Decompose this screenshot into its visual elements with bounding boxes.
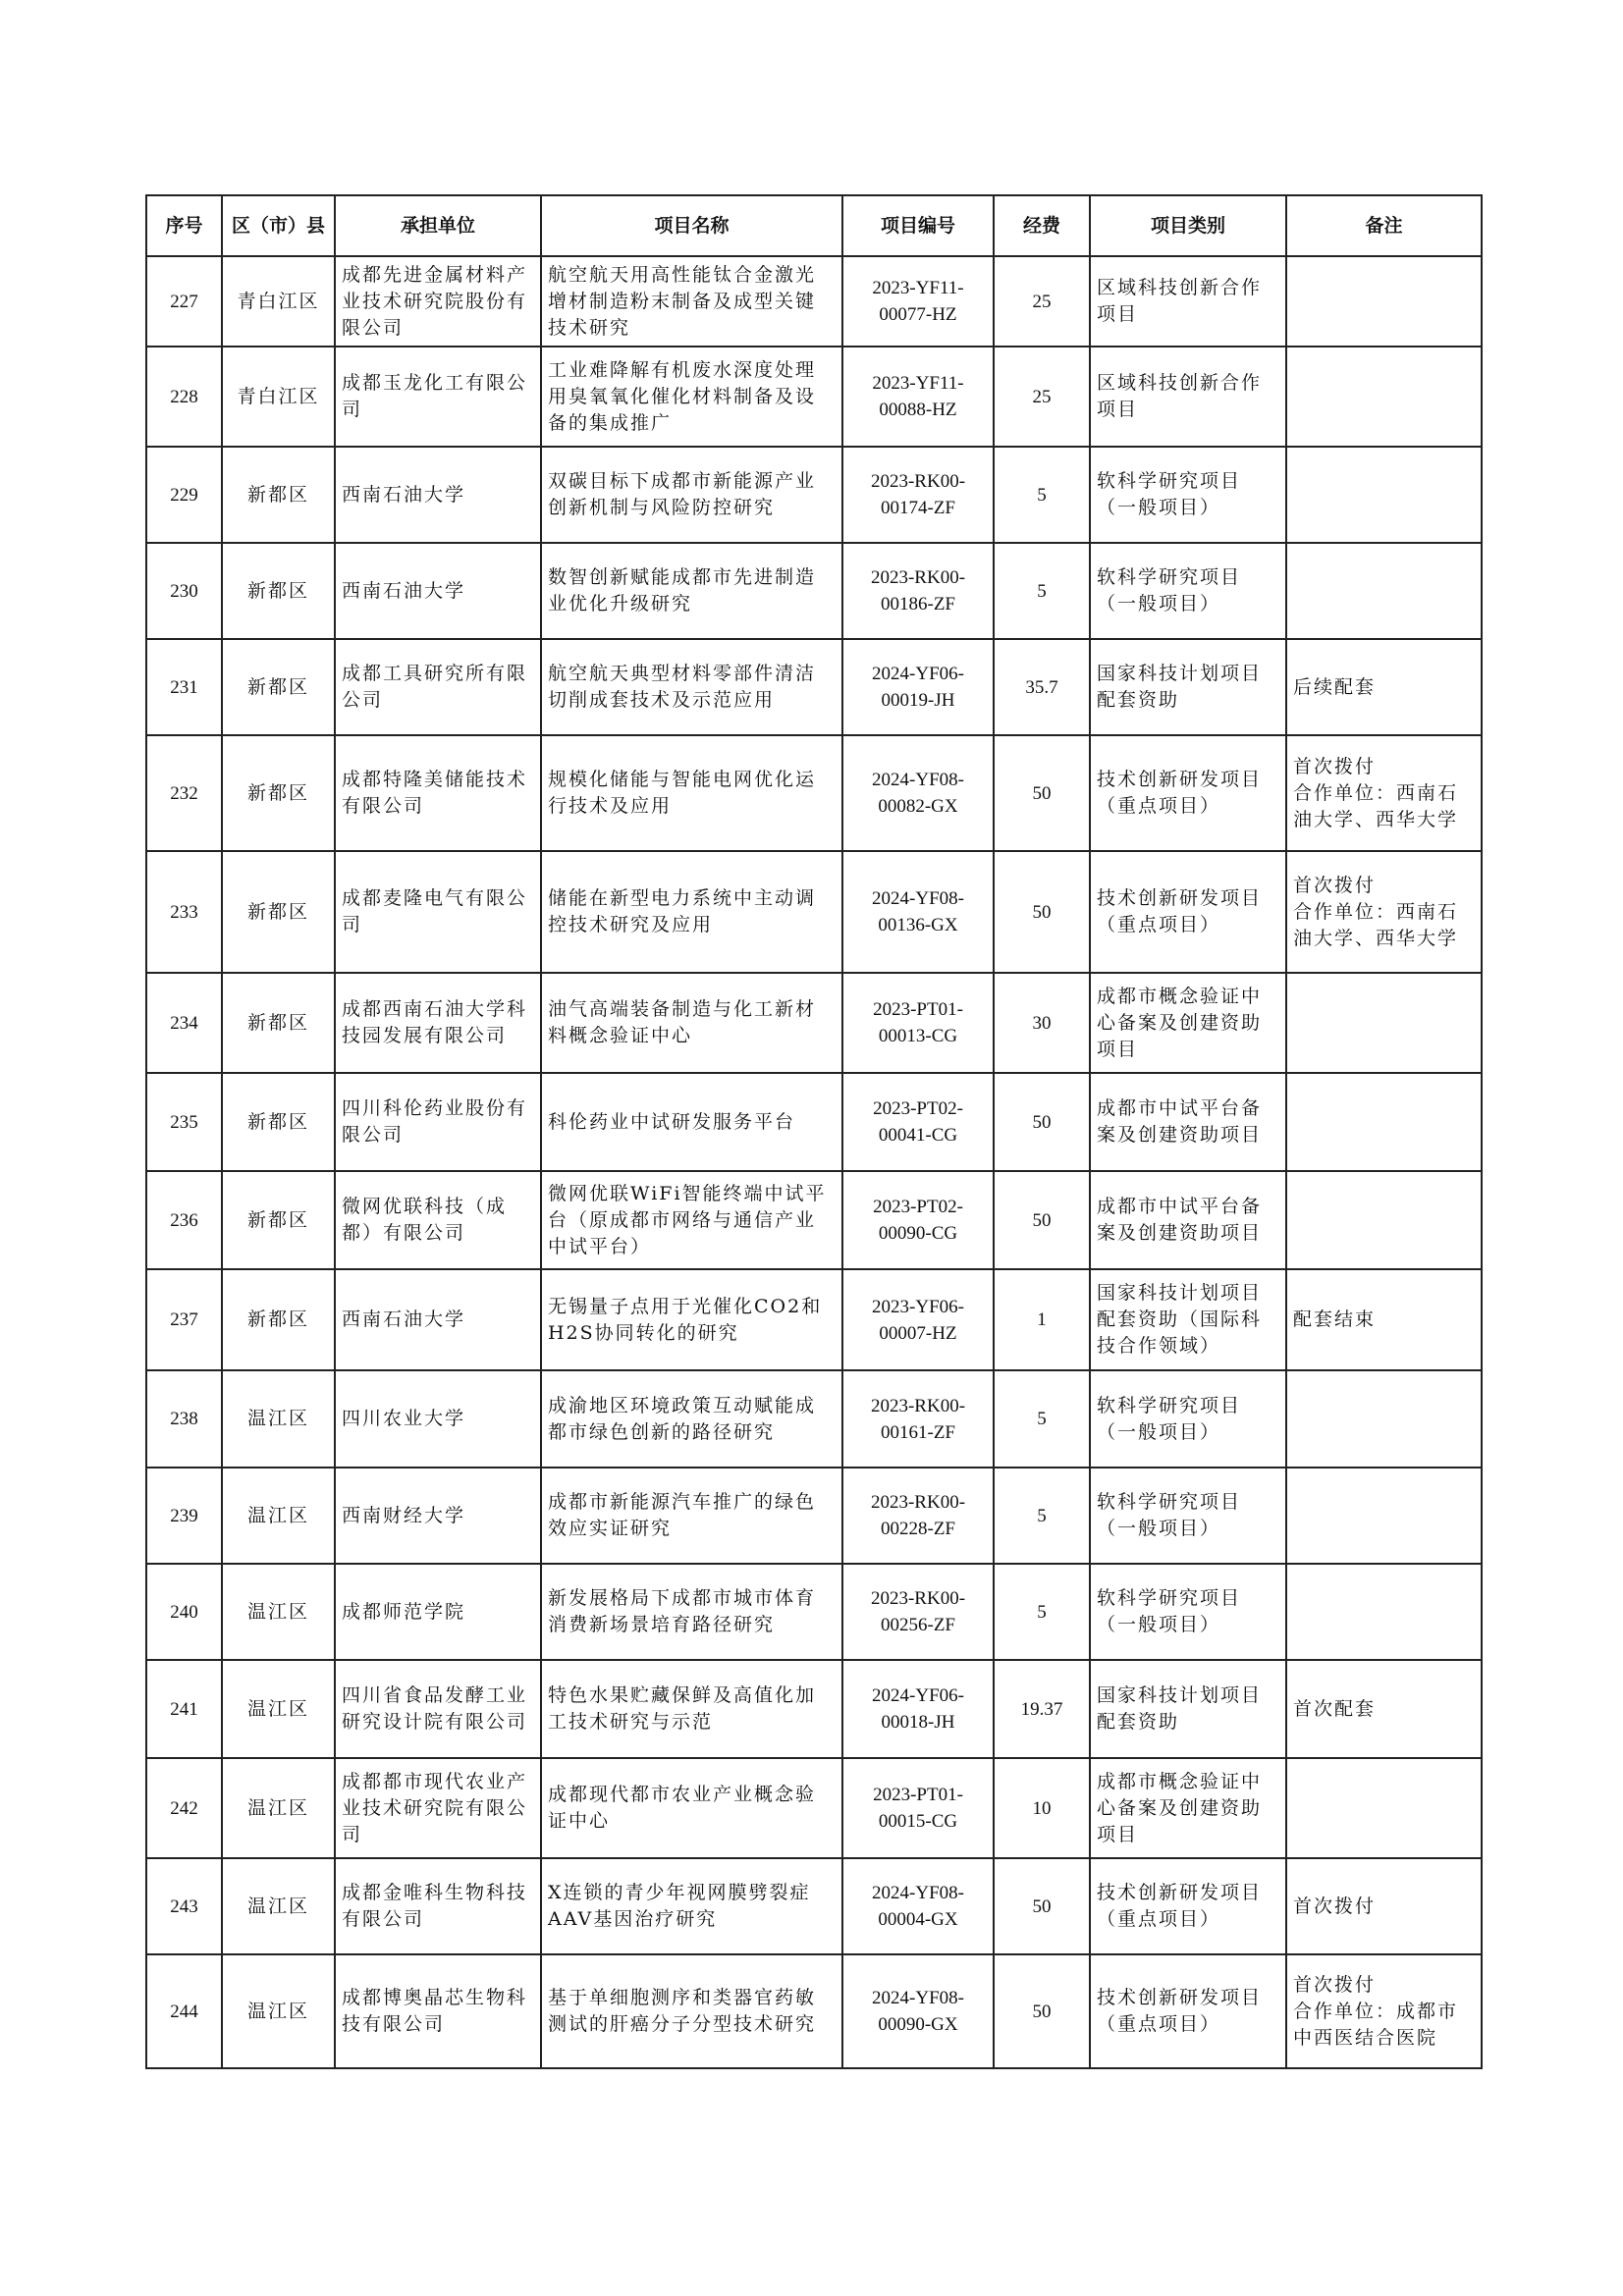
cell-category: 区域科技创新合作项目 (1090, 256, 1286, 347)
cell-fund: 5 (994, 447, 1090, 543)
cell-district: 新都区 (222, 447, 335, 543)
cell-project-name: 数智创新赋能成都市先进制造业优化升级研究 (541, 543, 842, 639)
cell-category: 成都市概念验证中心备案及创建资助项目 (1090, 973, 1286, 1073)
cell-district: 温江区 (222, 1858, 335, 1954)
cell-remark (1286, 543, 1482, 639)
table-row (146, 1073, 1482, 1171)
cell-remark (1286, 1564, 1482, 1660)
cell-project-code: 2024-YF08-00090-GX (842, 1954, 994, 2068)
table-row (146, 1171, 1482, 1269)
cell-category: 国家科技计划项目配套资助 (1090, 639, 1286, 735)
table-row (146, 543, 1482, 639)
header-fund: 经费 (994, 195, 1090, 256)
cell-unit: 成都金唯科生物科技有限公司 (335, 1858, 541, 1954)
table-row (146, 347, 1482, 447)
cell-project-name: 特色水果贮藏保鲜及高值化加工技术研究与示范 (541, 1660, 842, 1758)
cell-project-name: X连锁的青少年视网膜劈裂症AAV基因治疗研究 (541, 1858, 842, 1954)
header-unit: 承担单位 (335, 195, 541, 256)
header-district: 区（市）县 (222, 195, 335, 256)
cell-no: 234 (146, 973, 222, 1073)
cell-district: 温江区 (222, 1758, 335, 1858)
table-row (146, 256, 1482, 347)
cell-remark (1286, 1468, 1482, 1564)
cell-fund: 25 (994, 256, 1090, 347)
cell-unit: 成都麦隆电气有限公司 (335, 851, 541, 973)
cell-project-code: 2023-RK00-00186-ZF (842, 543, 994, 639)
cell-project-code: 2023-RK00-00161-ZF (842, 1370, 994, 1468)
cell-district: 新都区 (222, 639, 335, 735)
cell-category: 软科学研究项目（一般项目） (1090, 1468, 1286, 1564)
cell-no: 227 (146, 256, 222, 347)
cell-project-code: 2024-YF08-00136-GX (842, 851, 994, 973)
cell-remark (1286, 1370, 1482, 1468)
cell-unit: 四川科伦药业股份有限公司 (335, 1073, 541, 1171)
cell-remark: 首次拨付 合作单位：西南石油大学、西华大学 (1286, 735, 1482, 851)
cell-project-name: 科伦药业中试研发服务平台 (541, 1073, 842, 1171)
cell-fund: 30 (994, 973, 1090, 1073)
cell-unit: 西南石油大学 (335, 447, 541, 543)
table-row (146, 1758, 1482, 1858)
cell-no: 241 (146, 1660, 222, 1758)
cell-unit: 微网优联科技（成都）有限公司 (335, 1171, 541, 1269)
cell-remark: 首次配套 (1286, 1660, 1482, 1758)
cell-fund: 5 (994, 1468, 1090, 1564)
table-row (146, 851, 1482, 973)
cell-unit: 成都先进金属材料产业技术研究院股份有限公司 (335, 256, 541, 347)
cell-fund: 35.7 (994, 639, 1090, 735)
cell-remark: 首次拨付 (1286, 1858, 1482, 1954)
cell-project-name: 无锡量子点用于光催化CO2和H2S协同转化的研究 (541, 1269, 842, 1370)
cell-district: 温江区 (222, 1564, 335, 1660)
project-table (145, 194, 1483, 2069)
table-row (146, 1370, 1482, 1468)
cell-unit: 西南石油大学 (335, 543, 541, 639)
header-category: 项目类别 (1090, 195, 1286, 256)
cell-category: 软科学研究项目（一般项目） (1090, 1564, 1286, 1660)
cell-unit: 成都工具研究所有限公司 (335, 639, 541, 735)
cell-project-name: 双碳目标下成都市新能源产业创新机制与风险防控研究 (541, 447, 842, 543)
table-row (146, 447, 1482, 543)
cell-project-name: 工业难降解有机废水深度处理用臭氧氧化催化材料制备及设备的集成推广 (541, 347, 842, 447)
cell-no: 242 (146, 1758, 222, 1858)
cell-project-name: 成都现代都市农业产业概念验证中心 (541, 1758, 842, 1858)
cell-fund: 5 (994, 1370, 1090, 1468)
cell-project-code: 2024-YF06-00018-JH (842, 1660, 994, 1758)
cell-district: 青白江区 (222, 256, 335, 347)
cell-fund: 10 (994, 1758, 1090, 1858)
header-remark: 备注 (1286, 195, 1482, 256)
cell-no: 229 (146, 447, 222, 543)
table-row (146, 1858, 1482, 1954)
cell-unit: 成都西南石油大学科技园发展有限公司 (335, 973, 541, 1073)
cell-project-name: 油气高端装备制造与化工新材料概念验证中心 (541, 973, 842, 1073)
cell-fund: 50 (994, 1858, 1090, 1954)
cell-project-code: 2023-PT01-00013-CG (842, 973, 994, 1073)
cell-no: 236 (146, 1171, 222, 1269)
cell-project-code: 2023-RK00-00256-ZF (842, 1564, 994, 1660)
table-row (146, 973, 1482, 1073)
cell-category: 成都市中试平台备案及创建资助项目 (1090, 1171, 1286, 1269)
cell-no: 239 (146, 1468, 222, 1564)
cell-project-code: 2023-YF06-00007-HZ (842, 1269, 994, 1370)
cell-remark (1286, 1758, 1482, 1858)
cell-fund: 50 (994, 1171, 1090, 1269)
cell-fund: 5 (994, 543, 1090, 639)
cell-remark (1286, 347, 1482, 447)
cell-category: 技术创新研发项目（重点项目） (1090, 1858, 1286, 1954)
cell-category: 软科学研究项目（一般项目） (1090, 447, 1286, 543)
cell-project-code: 2023-RK00-00174-ZF (842, 447, 994, 543)
cell-unit: 西南石油大学 (335, 1269, 541, 1370)
table-row (146, 1564, 1482, 1660)
cell-project-code: 2024-YF08-00082-GX (842, 735, 994, 851)
cell-project-name: 成渝地区环境政策互动赋能成都市绿色创新的路径研究 (541, 1370, 842, 1468)
cell-district: 新都区 (222, 1171, 335, 1269)
cell-unit: 四川省食品发酵工业研究设计院有限公司 (335, 1660, 541, 1758)
cell-project-code: 2023-PT02-00090-CG (842, 1171, 994, 1269)
cell-district: 温江区 (222, 1660, 335, 1758)
cell-remark (1286, 1171, 1482, 1269)
cell-category: 国家科技计划项目配套资助 (1090, 1660, 1286, 1758)
cell-no: 240 (146, 1564, 222, 1660)
cell-unit: 成都都市现代农业产业技术研究院有限公司 (335, 1758, 541, 1858)
cell-unit: 成都玉龙化工有限公司 (335, 347, 541, 447)
table-row (146, 639, 1482, 735)
cell-project-name: 成都市新能源汽车推广的绿色效应实证研究 (541, 1468, 842, 1564)
table-header-row (146, 195, 1482, 256)
header-no: 序号 (146, 195, 222, 256)
cell-fund: 19.37 (994, 1660, 1090, 1758)
cell-unit: 四川农业大学 (335, 1370, 541, 1468)
cell-fund: 50 (994, 735, 1090, 851)
table-row (146, 1660, 1482, 1758)
table-row (146, 1269, 1482, 1370)
header-project-code: 项目编号 (842, 195, 994, 256)
cell-district: 温江区 (222, 1370, 335, 1468)
cell-project-code: 2023-YF11-00088-HZ (842, 347, 994, 447)
cell-district: 新都区 (222, 735, 335, 851)
cell-unit: 成都特隆美储能技术有限公司 (335, 735, 541, 851)
cell-no: 237 (146, 1269, 222, 1370)
cell-project-name: 微网优联WiFi智能终端中试平台（原成都市网络与通信产业中试平台） (541, 1171, 842, 1269)
cell-unit: 西南财经大学 (335, 1468, 541, 1564)
cell-project-code: 2023-PT02-00041-CG (842, 1073, 994, 1171)
cell-no: 235 (146, 1073, 222, 1171)
cell-no: 228 (146, 347, 222, 447)
cell-no: 244 (146, 1954, 222, 2068)
cell-project-name: 储能在新型电力系统中主动调控技术研究及应用 (541, 851, 842, 973)
cell-fund: 25 (994, 347, 1090, 447)
cell-unit: 成都博奥晶芯生物科技有限公司 (335, 1954, 541, 2068)
table-row (146, 735, 1482, 851)
cell-remark: 首次拨付 合作单位：成都市中西医结合医院 (1286, 1954, 1482, 2068)
header-project-name: 项目名称 (541, 195, 842, 256)
cell-district: 新都区 (222, 543, 335, 639)
cell-no: 231 (146, 639, 222, 735)
cell-category: 国家科技计划项目配套资助（国际科技合作领域） (1090, 1269, 1286, 1370)
cell-remark (1286, 256, 1482, 347)
cell-project-code: 2024-YF06-00019-JH (842, 639, 994, 735)
cell-fund: 50 (994, 851, 1090, 973)
cell-remark (1286, 447, 1482, 543)
cell-fund: 5 (994, 1564, 1090, 1660)
cell-category: 成都市概念验证中心备案及创建资助项目 (1090, 1758, 1286, 1858)
cell-district: 温江区 (222, 1954, 335, 2068)
cell-project-name: 规模化储能与智能电网优化运行技术及应用 (541, 735, 842, 851)
cell-district: 新都区 (222, 1269, 335, 1370)
cell-remark: 配套结束 (1286, 1269, 1482, 1370)
cell-project-code: 2024-YF08-00004-GX (842, 1858, 994, 1954)
cell-project-code: 2023-RK00-00228-ZF (842, 1468, 994, 1564)
cell-project-name: 航空航天用高性能钛合金激光增材制造粉末制备及成型关键技术研究 (541, 256, 842, 347)
cell-category: 成都市中试平台备案及创建资助项目 (1090, 1073, 1286, 1171)
cell-category: 技术创新研发项目（重点项目） (1090, 851, 1286, 973)
cell-project-code: 2023-PT01-00015-CG (842, 1758, 994, 1858)
cell-no: 238 (146, 1370, 222, 1468)
cell-remark (1286, 1073, 1482, 1171)
cell-district: 青白江区 (222, 347, 335, 447)
cell-remark: 后续配套 (1286, 639, 1482, 735)
cell-no: 243 (146, 1858, 222, 1954)
cell-district: 新都区 (222, 1073, 335, 1171)
cell-district: 新都区 (222, 851, 335, 973)
table-row (146, 1954, 1482, 2068)
cell-unit: 成都师范学院 (335, 1564, 541, 1660)
cell-no: 232 (146, 735, 222, 851)
cell-project-name: 基于单细胞测序和类器官药敏测试的肝癌分子分型技术研究 (541, 1954, 842, 2068)
cell-remark (1286, 973, 1482, 1073)
cell-category: 技术创新研发项目（重点项目） (1090, 735, 1286, 851)
cell-fund: 50 (994, 1954, 1090, 2068)
cell-fund: 1 (994, 1269, 1090, 1370)
cell-remark: 首次拨付 合作单位：西南石油大学、西华大学 (1286, 851, 1482, 973)
cell-category: 软科学研究项目（一般项目） (1090, 1370, 1286, 1468)
cell-project-code: 2023-YF11-00077-HZ (842, 256, 994, 347)
cell-project-name: 航空航天典型材料零部件清洁切削成套技术及示范应用 (541, 639, 842, 735)
cell-district: 温江区 (222, 1468, 335, 1564)
cell-category: 技术创新研发项目（重点项目） (1090, 1954, 1286, 2068)
cell-category: 软科学研究项目（一般项目） (1090, 543, 1286, 639)
cell-district: 新都区 (222, 973, 335, 1073)
cell-fund: 50 (994, 1073, 1090, 1171)
cell-no: 230 (146, 543, 222, 639)
table-row (146, 1468, 1482, 1564)
cell-project-name: 新发展格局下成都市城市体育消费新场景培育路径研究 (541, 1564, 842, 1660)
cell-category: 区域科技创新合作项目 (1090, 347, 1286, 447)
cell-no: 233 (146, 851, 222, 973)
